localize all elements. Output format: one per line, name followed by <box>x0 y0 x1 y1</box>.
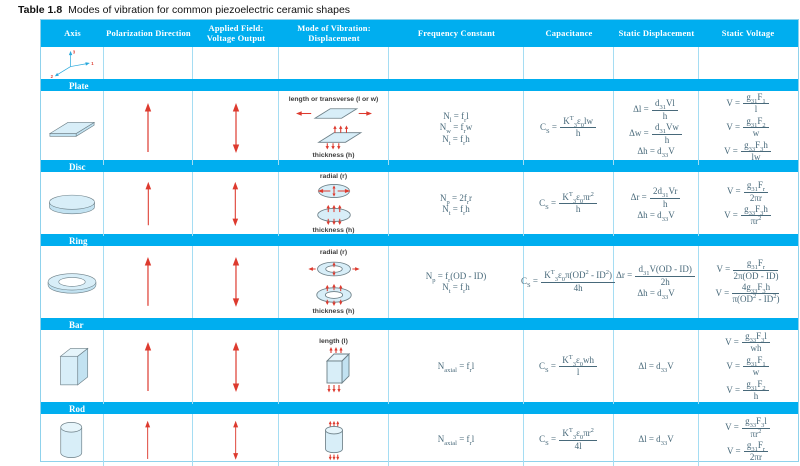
col-header-frequency: Frequency Constant <box>417 27 496 38</box>
static-displacement-cell <box>614 330 699 404</box>
row-disc <box>41 172 798 234</box>
mode-top-label: length or transverse (l or w) <box>288 95 379 103</box>
empty-cell <box>389 47 524 79</box>
capacitance-cell <box>520 246 614 318</box>
formula: $C_S$ = $\frac{K^T_3\varepsilon_0wh}{l}$ <box>539 356 598 378</box>
axis-cell <box>41 47 104 79</box>
document-page <box>0 4 800 462</box>
frequency-constant-cell <box>389 414 524 466</box>
up-arrow-icon <box>142 341 154 393</box>
section-label: Plate <box>69 81 89 91</box>
section-label: Disc <box>69 162 86 172</box>
row-ring <box>41 246 798 318</box>
formula: Δw = $\frac{d_{31}Vw}{h}$ <box>629 123 683 145</box>
table-number: Table 1.8 <box>18 4 63 16</box>
formula: $\Delta h = d_{33}V$ <box>637 210 675 223</box>
table-header-row <box>41 20 798 47</box>
static-voltage-cell <box>699 246 797 318</box>
polarization-cell <box>104 246 193 318</box>
col-header-polarization: Polarization Direction <box>106 27 191 38</box>
vibration-modes-table <box>40 19 799 462</box>
formula: $\Delta l = d_{33}V$ <box>638 361 674 374</box>
formula: V = $\frac{g_{31}F_r}{2\pi r}$ <box>727 181 769 203</box>
formula: Δr = $\frac{d_{31}V(OD - ID)}{2h}$ <box>616 265 696 287</box>
section-label: Bar <box>69 320 84 330</box>
mode-top-label: radial (r) <box>319 249 348 257</box>
static-displacement-cell <box>614 414 699 466</box>
formula: V = $\frac{g_{31}F_r}{2\pi(OD - ID)}$ <box>716 258 779 281</box>
mode-cell <box>279 246 389 318</box>
shape-cell <box>41 414 104 466</box>
formula: $N_{axial} = f_rl$ <box>437 361 475 374</box>
static-voltage-cell <box>699 91 797 165</box>
plate-shape-icon <box>43 115 101 141</box>
applied-field-cell <box>193 330 279 404</box>
capacitance-cell <box>524 172 614 236</box>
static-voltage-cell <box>699 414 797 466</box>
polarization-cell <box>104 91 193 165</box>
plate-length-mode-icon <box>288 104 380 123</box>
formula: $N_p = f_r(OD - ID)$ <box>425 270 487 284</box>
up-arrow-icon <box>142 102 154 154</box>
frequency-constant-cell <box>389 172 524 236</box>
double-arrow-icon <box>230 102 242 154</box>
capacitance-cell <box>524 91 614 165</box>
row-plate <box>41 91 798 163</box>
capacitance-cell <box>524 414 614 466</box>
mode-cell <box>279 330 389 404</box>
polarization-cell <box>104 414 193 466</box>
mode-top-label: length (l) <box>319 337 348 345</box>
shape-cell <box>41 246 104 318</box>
ring-radial-mode-icon <box>288 258 380 280</box>
formula: V = $\frac{g_{31}F_2}{w}$ <box>726 117 769 139</box>
formula: V = $\frac{g_{33}F_3l}{\pi r^2}$ <box>725 417 771 439</box>
empty-cell <box>193 47 279 79</box>
formula: $N_t = f_rh$ <box>442 133 470 147</box>
row-rod <box>41 414 798 461</box>
formula: V = $\frac{g_{33}F_3h}{lw}$ <box>724 141 772 163</box>
formula: V = $\frac{4g_{33}F_3h}{\pi(OD^2 - ID^2)}$ <box>715 282 780 305</box>
formula: $C_S$ = $\frac{K^T_3\varepsilon_0lw}{h}$ <box>540 117 597 139</box>
shape-cell <box>41 330 104 404</box>
section-label: Rod <box>69 404 86 414</box>
mode-bottom-label: thickness (h) <box>312 307 355 315</box>
table-caption: Modes of vibration for common piezoelectric ceramic shapes <box>68 4 351 16</box>
formula: $C_S$ = $\frac{K^T_3\varepsilon_0\pi r^2}{h}$ <box>539 193 598 215</box>
up-arrow-icon <box>143 181 154 227</box>
table-title <box>18 4 800 16</box>
disc-thickness-mode-icon <box>288 202 380 226</box>
formula: $C_S$ = $\frac{K^T_3\varepsilon_0\pi(OD^2 - ID^2)}{4h}$ <box>521 271 616 293</box>
empty-cell <box>279 47 389 79</box>
formula: V = $\frac{g_{33}F_3l}{wh}$ <box>725 332 771 354</box>
static-displacement-cell <box>614 246 699 318</box>
formula: $N_l = f_rl$ <box>443 110 469 124</box>
empty-cell <box>104 47 193 79</box>
formula: V = $\frac{g_{33}F_3h}{\pi r^2}$ <box>724 205 772 227</box>
static-voltage-cell <box>699 330 797 404</box>
frequency-constant-cell <box>389 91 524 165</box>
section-band-rod <box>41 402 798 414</box>
formula: V = $\frac{g_{31}F_2}{h}$ <box>726 380 769 402</box>
mode-cell <box>279 414 389 466</box>
capacitance-cell <box>524 330 614 404</box>
formula: $\Delta l = d_{33}V$ <box>638 434 674 448</box>
formula: $C_S$ = $\frac{K^T_3\varepsilon_0\pi r^2}{4l}$ <box>539 429 598 451</box>
formula: V = $\frac{g_{31}F_1}{w}$ <box>726 356 769 378</box>
shape-cell <box>41 91 104 165</box>
formula: Δl = $\frac{d_{31}Vl}{h}$ <box>633 99 679 121</box>
mode-cell <box>279 172 389 236</box>
col-header-axis: Axis <box>64 27 81 38</box>
mode-top-label: radial (r) <box>319 173 348 180</box>
double-arrow-icon <box>230 181 241 227</box>
double-arrow-icon <box>230 341 242 393</box>
disc-radial-mode-icon <box>288 181 380 201</box>
col-header-voltage: Static Voltage <box>721 27 775 38</box>
row-bar <box>41 330 798 402</box>
up-arrow-icon <box>142 256 154 308</box>
formula: $N_t = f_rh$ <box>442 203 470 217</box>
bar-length-mode-icon <box>302 346 366 396</box>
formula: V = $\frac{g_{31}F_1}{l}$ <box>726 93 769 115</box>
empty-cell <box>699 47 797 79</box>
mode-cell <box>279 91 389 165</box>
polarization-cell <box>104 330 193 404</box>
axis-1-label: 1 <box>91 61 94 67</box>
section-band-bar <box>41 318 798 330</box>
up-arrow-icon <box>143 420 152 461</box>
plate-thickness-mode-icon <box>288 124 380 151</box>
applied-field-cell <box>193 172 279 236</box>
mode-bottom-label: thickness (h) <box>312 227 355 235</box>
applied-field-cell <box>193 91 279 165</box>
ring-shape-icon <box>43 269 101 296</box>
col-header-mode: Mode of Vibration: Displacement <box>297 22 371 43</box>
formula: $N_w = f_rw$ <box>439 122 473 135</box>
formula: Δr = $\frac{2d_{31}Vr}{h}$ <box>631 187 682 209</box>
formula: V = $\frac{g_{31}F_r}{2\pi r}$ <box>727 441 769 463</box>
frequency-constant-cell <box>389 246 524 318</box>
col-header-applied-field: Applied Field: Voltage Output <box>206 22 266 43</box>
shape-cell <box>41 172 104 236</box>
formula: $N_{axial} = f_rl$ <box>437 434 475 448</box>
polarization-cell <box>104 172 193 236</box>
static-voltage-cell <box>699 172 797 236</box>
static-displacement-cell <box>614 172 699 236</box>
axis-3-label: 3 <box>72 49 76 55</box>
section-label: Ring <box>69 236 88 246</box>
double-arrow-icon <box>230 256 242 308</box>
col-header-capacitance: Capacitance <box>545 27 593 38</box>
axis-row <box>41 47 798 79</box>
empty-cell <box>614 47 699 79</box>
section-band-plate <box>41 79 798 91</box>
double-arrow-icon <box>231 420 240 461</box>
applied-field-cell <box>193 414 279 466</box>
mode-bottom-label: thickness (h) <box>312 152 355 160</box>
formula: $\Delta h = d_{33}V$ <box>637 288 675 302</box>
rod-axial-mode-icon <box>304 419 364 462</box>
axes-icon <box>41 48 103 78</box>
rod-shape-icon <box>51 419 93 461</box>
ring-thickness-mode-icon <box>288 281 380 307</box>
formula: $\Delta h = d_{33}V$ <box>637 145 675 159</box>
empty-cell <box>524 47 614 79</box>
formula: $N_p = 2f_rr$ <box>440 192 472 206</box>
formula: $N_t = f_rh$ <box>442 282 470 295</box>
frequency-constant-cell <box>389 330 524 404</box>
applied-field-cell <box>193 246 279 318</box>
static-displacement-cell <box>614 91 699 165</box>
disc-shape-icon <box>43 191 101 216</box>
bar-shape-icon <box>52 339 92 395</box>
col-header-displacement: Static Displacement <box>618 27 695 38</box>
axis-2-label: 2 <box>50 74 53 79</box>
